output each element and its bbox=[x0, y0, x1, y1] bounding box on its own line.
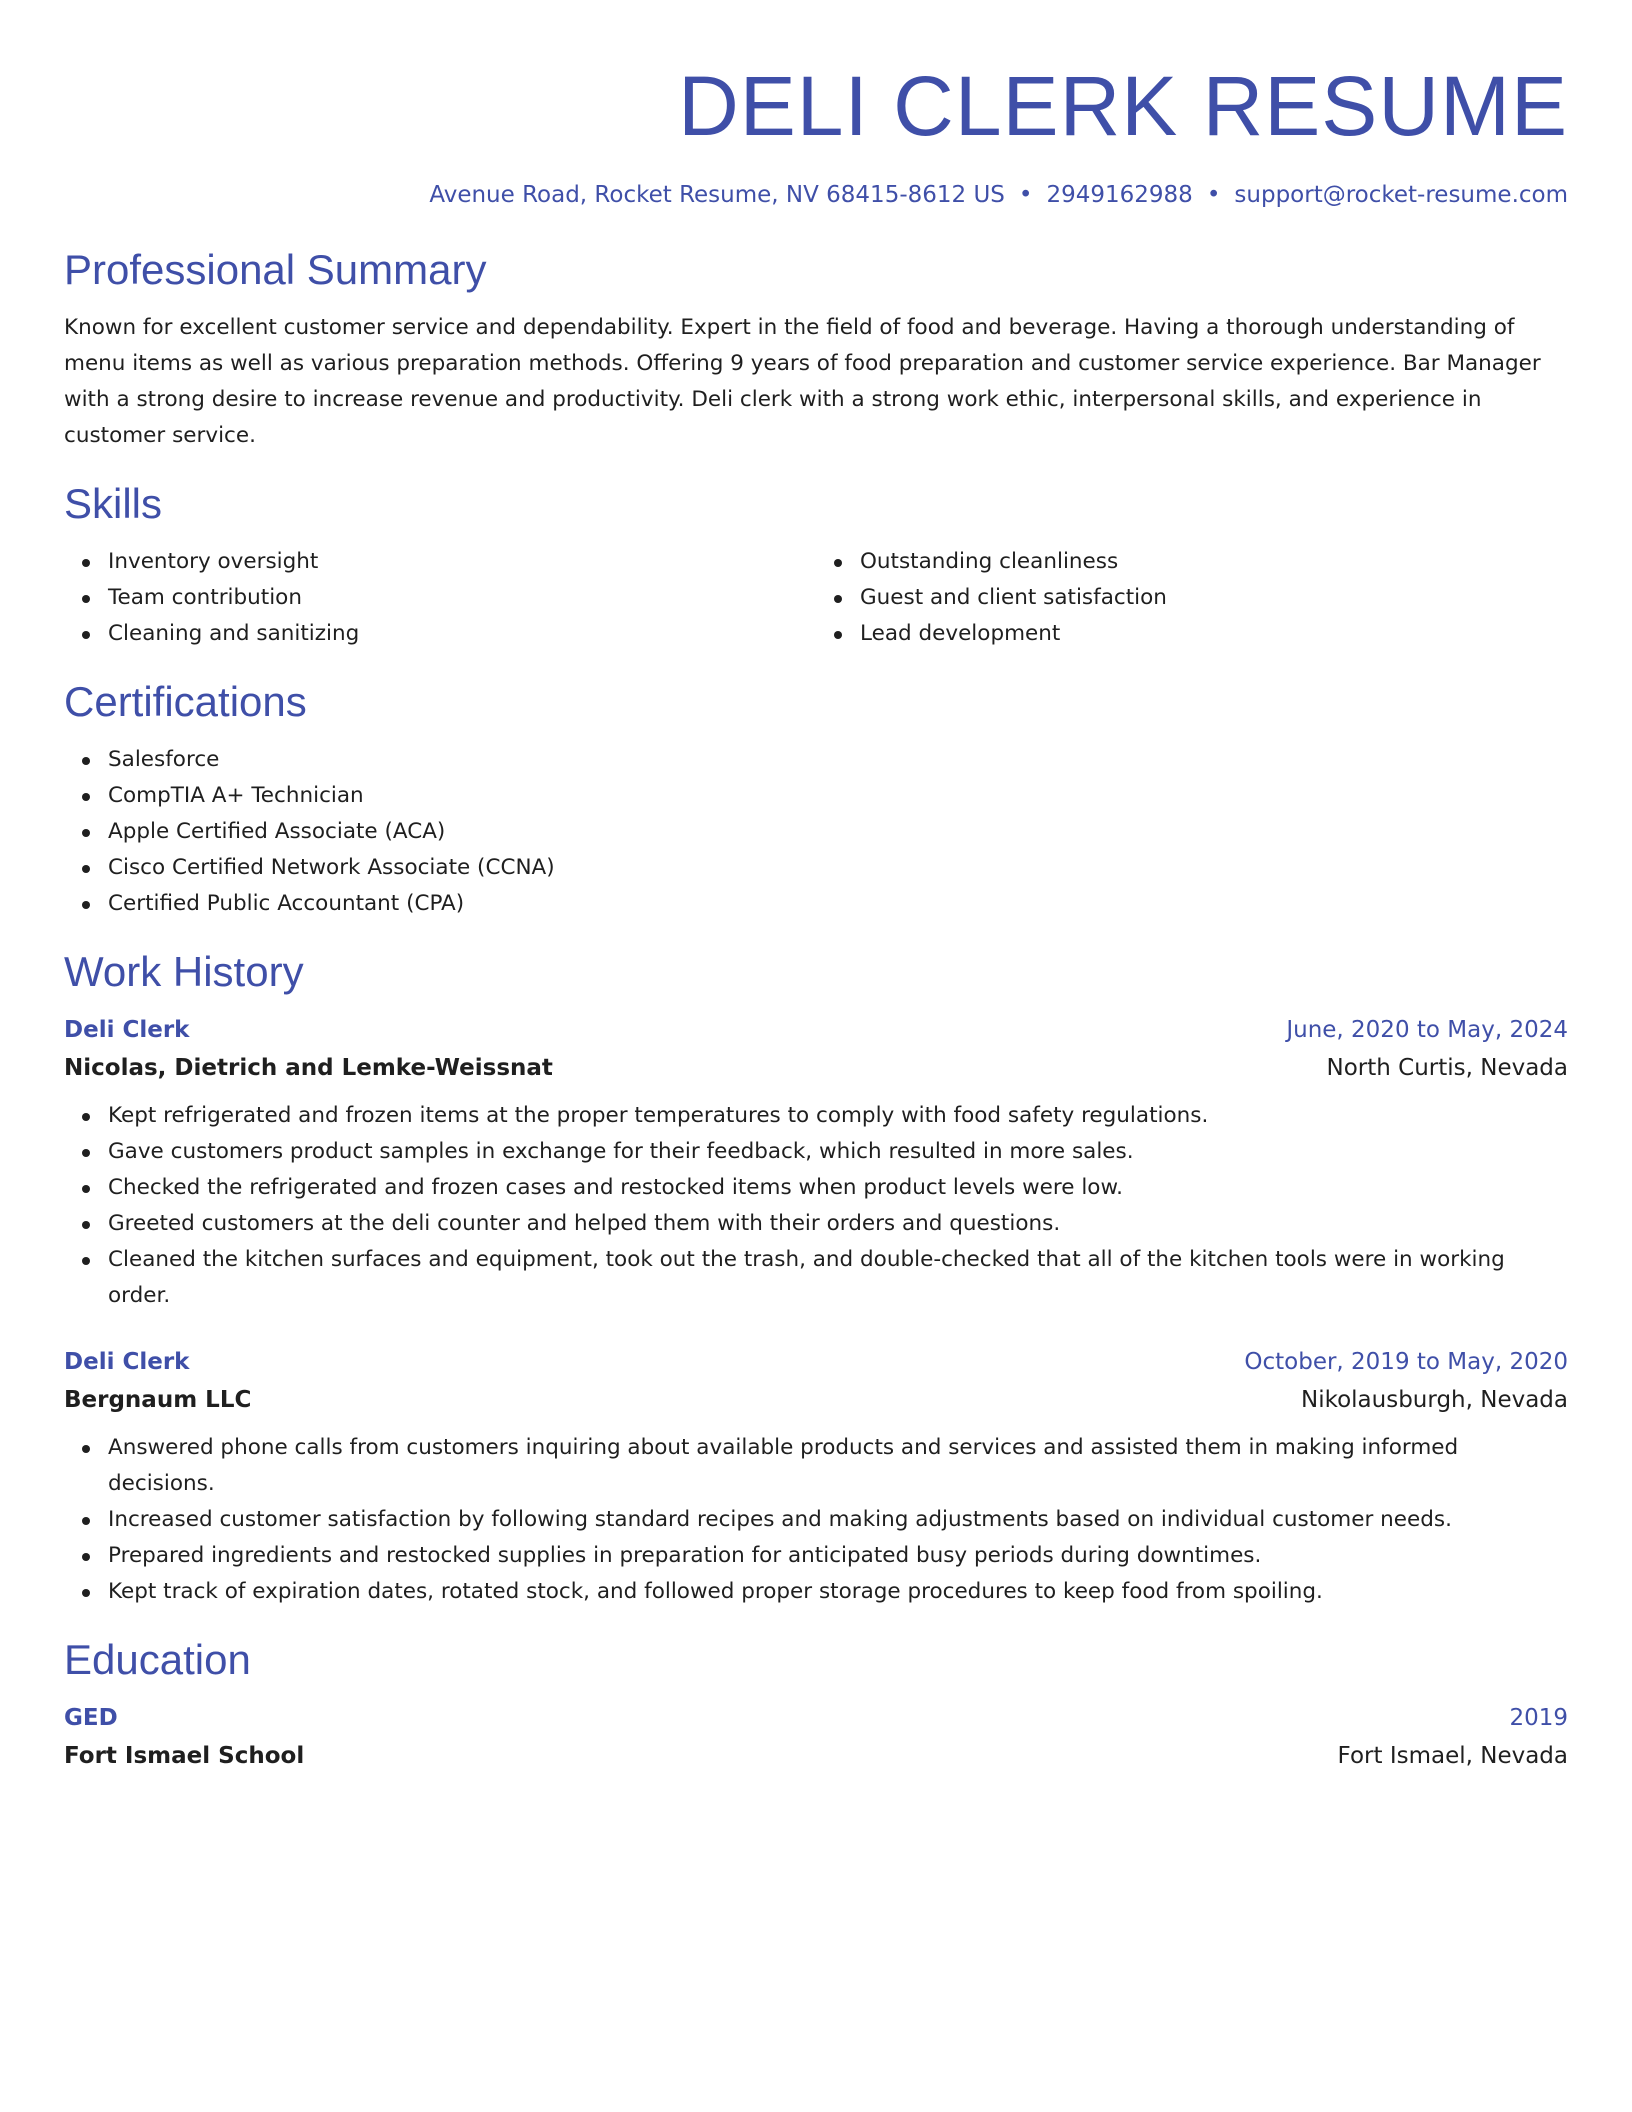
job-dates: June, 2020 to May, 2024 bbox=[1286, 1017, 1568, 1043]
contact-separator: • bbox=[1018, 182, 1033, 208]
certifications-section bbox=[64, 674, 1568, 922]
job-bullet: Prepared ingredients and restocked supplies in preparation for anticipated busy periods during downtimes. bbox=[108, 1538, 1568, 1574]
work-history-section bbox=[64, 944, 1568, 1610]
job-bullet: Cleaned the kitchen surfaces and equipment, took out the trash, and double-checked that all of the kitchen tools were in working order. bbox=[108, 1242, 1568, 1314]
job-bullet: Kept track of expiration dates, rotated stock, and followed proper storage procedures to keep food from spoiling. bbox=[108, 1574, 1568, 1610]
job-bullets bbox=[64, 1098, 1568, 1314]
education-year: 2019 bbox=[1509, 1705, 1568, 1731]
skill-item: Cleaning and sanitizing bbox=[108, 616, 816, 652]
job-dates: October, 2019 to May, 2020 bbox=[1244, 1349, 1568, 1375]
job-bullet: Increased customer satisfaction by following standard recipes and making adjustments based on individual customer needs. bbox=[108, 1502, 1568, 1538]
job-role: Deli Clerk bbox=[64, 1017, 190, 1043]
education-degree-row bbox=[64, 1700, 1568, 1736]
skill-item: Guest and client satisfaction bbox=[860, 580, 1568, 616]
job-bullet: Answered phone calls from customers inquiring about available products and services and assisted them in making informed decisions. bbox=[108, 1430, 1568, 1502]
job-location: North Curtis, Nevada bbox=[1326, 1055, 1568, 1081]
education-school: Fort Ismael School bbox=[64, 1743, 305, 1769]
skill-item: Team contribution bbox=[108, 580, 816, 616]
summary-heading: Professional Summary bbox=[64, 246, 487, 293]
certifications-heading: Certifications bbox=[64, 678, 307, 725]
certification-item: Apple Certified Associate (ACA) bbox=[108, 814, 1568, 850]
email-link[interactable]: support@rocket-resume.com bbox=[1234, 182, 1568, 208]
education-degree: GED bbox=[64, 1705, 118, 1731]
education-heading: Education bbox=[64, 1636, 251, 1683]
education-school-row bbox=[64, 1736, 1568, 1776]
summary-section bbox=[64, 242, 1568, 454]
job-title-row bbox=[64, 1344, 1568, 1380]
phone-text: 2949162988 bbox=[1046, 182, 1193, 208]
job-bullet: Greeted customers at the deli counter and helped them with their orders and questions. bbox=[108, 1206, 1568, 1242]
certification-item: Salesforce bbox=[108, 742, 1568, 778]
resume-title: DELI CLERK RESUME bbox=[678, 59, 1568, 153]
contact-line bbox=[64, 178, 1568, 212]
skills-heading: Skills bbox=[64, 480, 163, 527]
skill-item: Lead development bbox=[860, 616, 1568, 652]
job-bullet: Gave customers product samples in exchange for their feedback, which resulted in more sales. bbox=[108, 1134, 1568, 1170]
skills-section bbox=[64, 476, 1568, 652]
skill-item: Outstanding cleanliness bbox=[860, 544, 1568, 580]
skills-grid bbox=[64, 544, 1568, 652]
job-company: Bergnaum LLC bbox=[64, 1387, 252, 1413]
job-company-row bbox=[64, 1048, 1568, 1088]
summary-text: Known for excellent customer service and dependability. Expert in the field of food and beverage. Having a thorough understanding of menu items as well as various preparation methods. Offering 9 years of food preparation and customer service experience. Bar Manager with a strong desire to increase revenue and productivity. Deli clerk with a strong work ethic, interpersonal skills, and experience in customer service. bbox=[64, 315, 1541, 448]
job-entry bbox=[64, 1344, 1568, 1610]
job-bullet: Checked the refrigerated and frozen cases and restocked items when product levels were low. bbox=[108, 1170, 1568, 1206]
job-bullets bbox=[64, 1430, 1568, 1610]
job-company-row bbox=[64, 1380, 1568, 1420]
skill-item: Inventory oversight bbox=[108, 544, 816, 580]
job-title-row bbox=[64, 1012, 1568, 1048]
education-section bbox=[64, 1632, 1568, 1776]
work-history-heading: Work History bbox=[64, 948, 304, 995]
education-location: Fort Ismael, Nevada bbox=[1337, 1743, 1568, 1769]
skills-list-right bbox=[816, 544, 1568, 652]
job-location: Nikolausburgh, Nevada bbox=[1301, 1387, 1568, 1413]
address-text: Avenue Road, Rocket Resume, NV 68415-8612 US bbox=[429, 182, 1005, 208]
resume-header bbox=[64, 56, 1568, 212]
skills-list-left bbox=[64, 544, 816, 652]
job-role: Deli Clerk bbox=[64, 1349, 190, 1375]
education-entry bbox=[64, 1700, 1568, 1776]
certification-item: CompTIA A+ Technician bbox=[108, 778, 1568, 814]
job-bullet: Kept refrigerated and frozen items at the proper temperatures to comply with food safety regulations. bbox=[108, 1098, 1568, 1134]
certification-item: Cisco Certified Network Associate (CCNA) bbox=[108, 850, 1568, 886]
job-entry bbox=[64, 1012, 1568, 1314]
certification-item: Certified Public Accountant (CPA) bbox=[108, 886, 1568, 922]
certifications-list bbox=[64, 742, 1568, 922]
contact-separator: • bbox=[1206, 182, 1221, 208]
job-company: Nicolas, Dietrich and Lemke-Weissnat bbox=[64, 1055, 553, 1081]
